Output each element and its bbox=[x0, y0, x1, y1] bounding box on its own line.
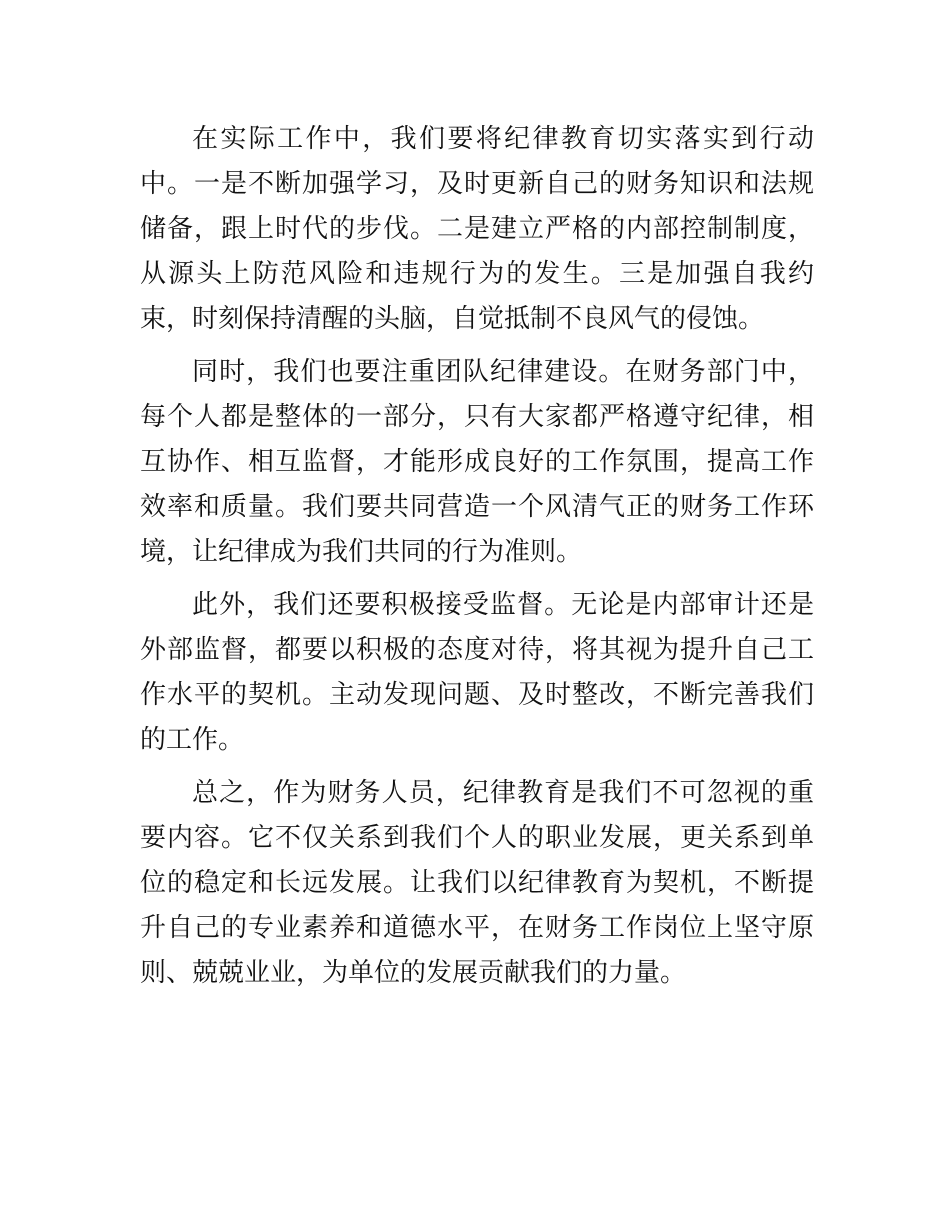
paragraph-supervision: 此外，我们还要积极接受监督。无论是内部审计还是外部监督，都要以积极的态度对待，将其视为提升自己工作水平的契机。主动发现问题、及时整改，不断完善我们的工作。 bbox=[140, 590, 814, 755]
paragraph-practice: 在实际工作中，我们要将纪律教育切实落实到行动中。一是不断加强学习，及时更新自己的财务知识和法规储备，跟上时代的步伐。二是建立严格的内部控制制度，从源头上防范风险和违规行为的发生。三是加强自我约束，时刻保持清醒的头脑，自觉抵制不良风气的侵蚀。 bbox=[140, 124, 814, 334]
document-body bbox=[140, 117, 814, 1004]
paragraph-team-discipline: 同时，我们也要注重团队纪律建设。在财务部门中，每个人都是整体的一部分，只有大家都严格遵守纪律，相互协作、相互监督，才能形成良好的工作氛围，提高工作效率和质量。我们要共同营造一个风清气正的财务工作环境，让纪律成为我们共同的行为准则。 bbox=[140, 357, 814, 567]
paragraph-conclusion: 总之，作为财务人员，纪律教育是我们不可忽视的重要内容。它不仅关系到我们个人的职业发展，更关系到单位的稳定和长远发展。让我们以纪律教育为契机，不断提升自己的专业素养和道德水平，在财务工作岗位上坚守原则、兢兢业业，为单位的发展贡献我们的力量。 bbox=[140, 778, 814, 988]
